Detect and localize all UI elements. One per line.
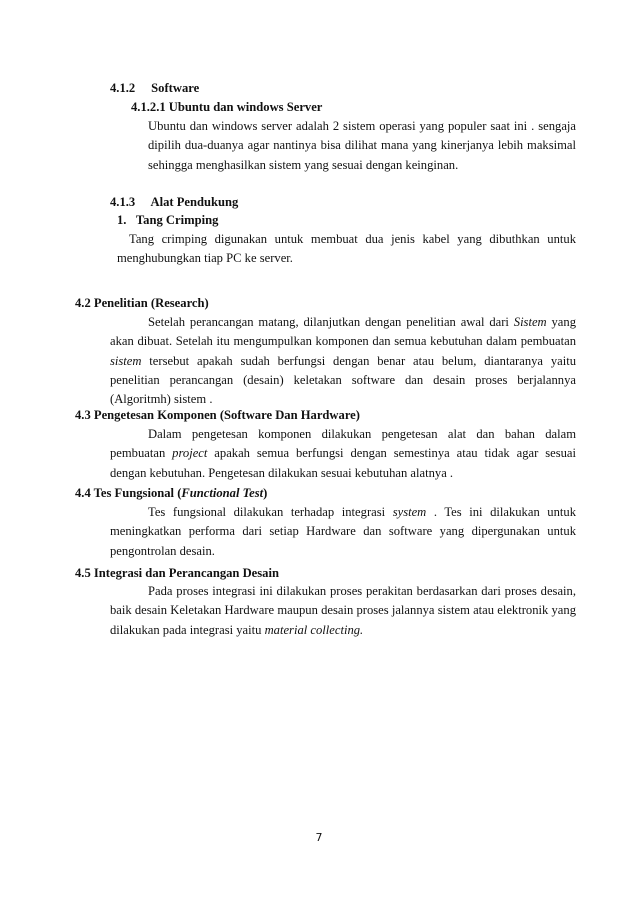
heading-number: 4.1.2	[110, 81, 136, 95]
text-run: Pada proses integrasi ini dilakukan proses perakitan berdasarkan dari proses desain, baik desain Keletakan Hardware maupun desain proses jalannya sistem atau elektronik yang dilakukan pada integrasi yaitu	[110, 584, 576, 637]
paragraph-tes-fungsional	[110, 503, 576, 561]
heading-title: Software	[151, 81, 200, 95]
italic-term: sistem	[110, 353, 142, 368]
italic-term: system	[392, 505, 427, 519]
italic-term: material collecting.	[264, 622, 364, 637]
list-item-heading	[117, 213, 218, 228]
heading-italic: Functional Test	[181, 486, 264, 500]
heading-4-4	[75, 486, 267, 501]
heading-title: Alat Pendukung	[150, 195, 239, 209]
text-run: Setelah perancangan matang, dilanjutkan dengan penelitian awal dari	[148, 315, 514, 329]
heading-4-1-2-1: 4.1.2.1 Ubuntu dan windows Server	[131, 100, 323, 114]
list-title: Tang Crimping	[135, 213, 219, 227]
italic-term: Sistem	[513, 315, 547, 329]
paragraph-penelitian	[110, 313, 576, 409]
heading-4-2: 4.2 Penelitian (Research)	[75, 296, 209, 310]
heading-4-1-2	[110, 81, 199, 96]
paragraph-integrasi	[110, 582, 576, 640]
list-number: 1.	[117, 213, 127, 227]
text-run: Tes fungsional dilakukan terhadap integrasi	[148, 505, 393, 519]
heading-text: )	[263, 486, 268, 500]
heading-4-1-3	[110, 195, 238, 210]
heading-text: 4.4 Tes Fungsional (	[75, 486, 182, 500]
text-run: apakah semua berfungsi dengan semestinya atau tidak agar sesuai dengan kebutuhan. Pengetesan dilakukan sesuai kebutuhan alatnya .	[110, 446, 576, 480]
paragraph-ubuntu: Ubuntu dan windows server adalah 2 sistem operasi yang populer saat ini . sengaja dipilih dua-duanya agar nantinya bisa dilihat mana yang kinerjanya lebih maksimal sehingga menghasilkan sistem yang sesuai dengan keinginan.	[148, 119, 576, 172]
heading-number: 4.1.3	[110, 195, 136, 209]
text-run: tersebut apakah sudah berfungsi dengan benar atau belum, diantaranya yaitu penelitian perancangan (desain) keletakan software dan desain proses berjalannya (Algoritmh) sistem .	[110, 353, 576, 407]
text-run: . Tes ini dilakukan untuk meningkatkan performa dari setiap Hardware dan software yang dipergunakan untuk pengontrolan desain.	[110, 505, 576, 558]
text-run: Dalam pengetesan komponen dilakukan pengetesan alat dan bahan dalam pembuatan	[110, 427, 576, 461]
page-number: 7	[315, 831, 323, 844]
paragraph-tang-crimping: Tang crimping digunakan untuk membuat dua jenis kabel yang dibuthkan untuk menghubungkan tiap PC ke server.	[117, 232, 576, 266]
heading-4-5: 4.5 Integrasi dan Perancangan Desain	[75, 566, 279, 580]
heading-4-3: 4.3 Pengetesan Komponen (Software Dan Hardware)	[75, 408, 360, 422]
italic-term: project	[172, 446, 208, 461]
paragraph-pengetesan	[110, 425, 576, 483]
text-run: yang akan dibuat. Setelah itu mengumpulkan komponen dan semua kebutuhan dalam pembuatan	[110, 315, 576, 349]
